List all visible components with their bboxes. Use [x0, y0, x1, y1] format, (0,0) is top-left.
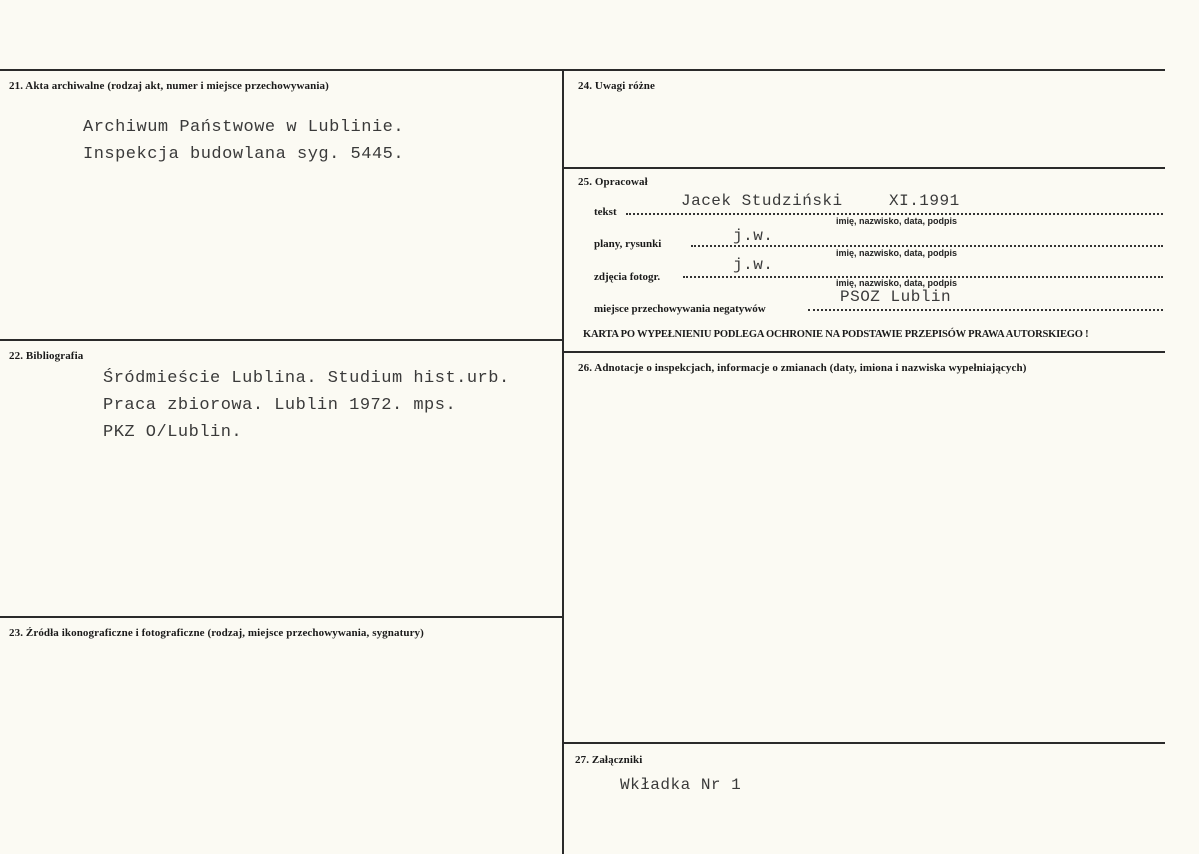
tekst-dotted-line [626, 213, 1163, 215]
tekst-hint: imię, nazwisko, data, podpis [836, 216, 958, 226]
rule-24-25 [563, 167, 1165, 169]
rule-25-26 [563, 351, 1165, 353]
zdjecia-value: j.w. [733, 256, 774, 274]
plany-value: j.w. [733, 227, 774, 245]
plany-dotted-line [691, 245, 1163, 247]
section-27-label: 27. Załączniki [575, 754, 643, 766]
section-22-line-2: Praca zbiorowa. Lublin 1972. mps. [103, 396, 457, 415]
plany-hint: imię, nazwisko, data, podpis [836, 248, 958, 258]
section-21-line-2: Inspekcja budowlana syg. 5445. [83, 145, 405, 164]
section-22-label: 22. Bibliografia [9, 350, 84, 362]
copyright-warning: KARTA PO WYPEŁNIENIU PODLEGA OCHRONIE NA PODSTAWIE PRZEPISÓW PRAWA AUTORSKIEGO ! [583, 329, 1089, 340]
rule-22-23 [0, 616, 563, 618]
section-21-label: 21. Akta archiwalne (rodzaj akt, numer i miejsce przechowywania) [9, 80, 329, 92]
tekst-label: tekst [594, 206, 617, 218]
rule-21-22 [0, 339, 563, 341]
tekst-date: XI.1991 [889, 192, 960, 210]
section-26-label: 26. Adnotacje o inspekcjach, informacje o zmianach (daty, imiona i nazwiska wypełniających) [578, 362, 1027, 374]
section-23-label: 23. Źródła ikonograficzne i fotograficzne (rodzaj, miejsce przechowywania, sygnatury) [9, 627, 424, 639]
section-24-label: 24. Uwagi różne [578, 80, 655, 92]
zdjecia-label: zdjęcia fotogr. [594, 271, 661, 283]
miejsce-label: miejsce przechowywania negatywów [594, 303, 766, 315]
zdjecia-hint: imię, nazwisko, data, podpis [836, 278, 958, 288]
section-22-line-1: Śródmieście Lublina. Studium hist.urb. [103, 369, 510, 388]
top-rule [0, 69, 1165, 71]
section-25-label: 25. Opracował [578, 176, 648, 188]
miejsce-dotted-line [808, 309, 1163, 311]
rule-26-27 [563, 742, 1165, 744]
tekst-author: Jacek Studziński [681, 192, 843, 210]
miejsce-value: PSOZ Lublin [840, 288, 952, 306]
section-22-line-3: PKZ O/Lublin. [103, 423, 243, 442]
section-27-value: Wkładka Nr 1 [620, 776, 742, 794]
center-divider [562, 70, 564, 854]
section-21-line-1: Archiwum Państwowe w Lublinie. [83, 118, 405, 137]
plany-label: plany, rysunki [594, 238, 662, 250]
